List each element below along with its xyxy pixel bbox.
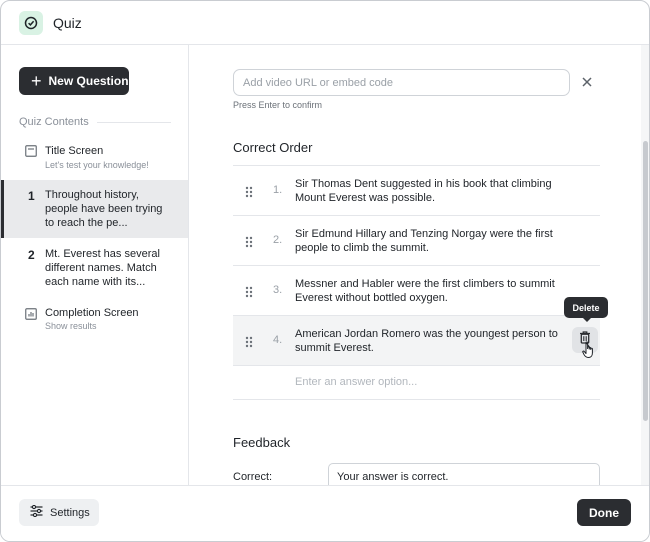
sidebar-item-question-1[interactable] [1,180,188,238]
drag-handle-icon[interactable] [245,185,253,203]
sidebar-item-label: Title Screen [45,145,104,157]
done-button[interactable]: Done [577,499,631,526]
answer-text[interactable]: Sir Edmund Hillary and Tenzing Norgay were the first people to climb the summit. [295,228,553,254]
scrollbar-thumb[interactable] [643,141,648,421]
new-question-button[interactable] [19,67,129,95]
feedback-heading: Feedback [233,435,291,450]
answer-row[interactable] [233,316,600,366]
new-question-label: New Question [48,74,129,88]
sidebar-item-question-2[interactable] [1,247,188,295]
footer-bar [1,485,649,541]
sidebar-item-label: Completion Screen [45,307,139,319]
divider [233,399,600,400]
feedback-correct-input[interactable]: Your answer is correct. [328,463,600,485]
divider [97,122,171,123]
header-bar [1,1,649,45]
sidebar [1,45,189,485]
answer-text[interactable]: Sir Thomas Dent suggested in his book that climbing Mount Everest was possible. [295,178,552,204]
answer-index: 2. [273,234,283,246]
drag-handle-icon[interactable] [245,235,253,253]
answer-row[interactable] [233,166,600,216]
answer-index: 4. [273,334,283,346]
answer-text[interactable]: American Jordan Romero was the youngest person to summit Everest. [295,328,558,354]
add-answer-input[interactable]: Enter an answer option... [295,376,418,388]
answer-row[interactable] [233,216,600,266]
sidebar-item-title-screen[interactable] [1,142,188,174]
plus-icon: + [31,71,42,91]
chart-icon [25,307,37,325]
answer-index: 3. [273,284,283,296]
tooltip-arrow [582,317,592,322]
settings-label: Settings [50,506,90,519]
answer-text[interactable]: Messner and Habler were the first climbers to summit Everest without bottled oxygen. [295,278,555,304]
main-panel [190,45,649,485]
close-icon[interactable] [580,75,594,89]
section-label: Quiz Contents [19,116,89,128]
correct-order-heading: Correct Order [233,140,313,155]
answer-row[interactable] [233,266,600,316]
active-marker [1,180,4,238]
sliders-icon [30,505,43,520]
drag-handle-icon[interactable] [245,285,253,303]
question-number: 2 [28,248,35,262]
sidebar-item-label: Mt. Everest has several different names. Match each name with its... [45,248,160,288]
video-hint: Press Enter to confirm [233,100,323,110]
window-title: Quiz [53,14,82,31]
answer-index: 1. [273,184,283,196]
hand-cursor-icon [582,341,596,364]
sidebar-item-subtitle: Let's test your knowledge! [45,160,149,170]
question-number: 1 [28,189,35,203]
settings-button[interactable] [19,499,99,526]
sidebar-item-subtitle: Show results [45,321,97,331]
drag-handle-icon[interactable] [245,335,253,353]
check-circle-icon [19,11,43,35]
feedback-correct-label: Correct: [233,471,273,483]
sidebar-item-label: Throughout history, people have been trying to reach the pe... [45,189,163,229]
title-screen-icon [25,144,37,162]
sidebar-item-completion-screen[interactable] [1,305,188,337]
video-url-input[interactable]: Add video URL or embed code [233,69,570,96]
delete-tooltip: Delete [564,297,608,318]
